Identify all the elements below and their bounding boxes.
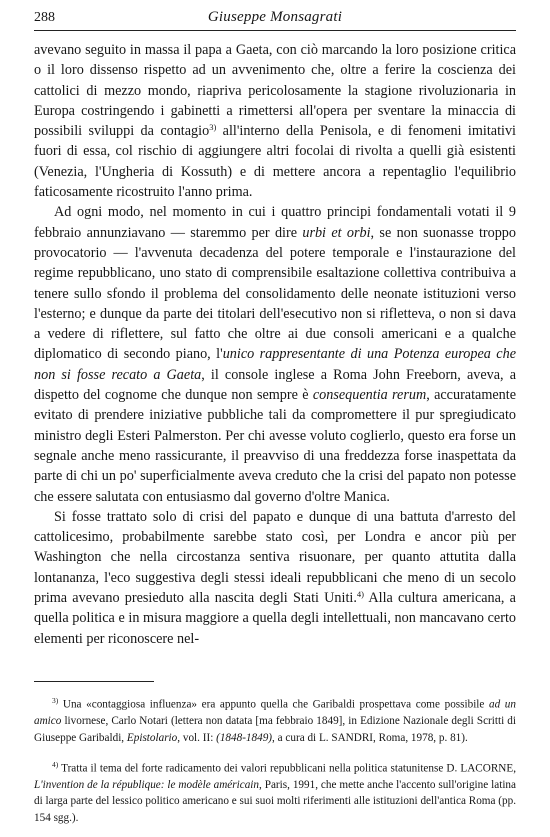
paragraph-1-text-b: all'interno della Penisola, e di fenomeni imitativi fuori di essa, col rischio di aggiungere altri focolai di rivolta a quelli già esistenti (Venezia, l'Ungheria di Kossuth) e di mettere ancora a repentaglio l'equilibrio faticosamente ricostruito l'anno prima. (34, 123, 517, 201)
footnote-text: , vol. II: (177, 731, 217, 744)
footnote-ref-3[interactable]: 3) (209, 122, 217, 133)
running-title: Giuseppe Monsagrati (207, 9, 343, 25)
paragraph-2-text-c: , il console inglese a Roma John Freeborn, aveva, a dispetto del cognome che dunque non sempre è (34, 366, 516, 404)
footnote-italic: ad un amico (34, 698, 516, 728)
paragraph-2-text-a: Ad ogni modo, nel momento in cui i quattro principi fondamentali votati il 9 febbraio annunziavano — staremmo per dire (34, 204, 516, 241)
paragraph-2 (34, 202, 516, 506)
paragraph-3-text-a: Si fosse trattato solo di crisi del papato e dunque di una battuta d'arresto del cattolicesimo, probabilmente sarebbe stato così, per Londra e ancor più per Washington che nella circostanza sentiva risuonare, per quanto attutita dalla lontananza, l'eco suggestiva degli stessi ideali repubblicani che meno di un secolo prima avevano presieduto alla nascita degli Stati Uniti. (34, 508, 516, 607)
footnote-marker: 3) (52, 696, 59, 705)
page-number: 288 (34, 10, 55, 25)
footnote-text: Tratta il tema del forte radicamento dei valori repubblicani nella politica statunitense D. LACORNE, (58, 762, 516, 775)
paragraph-3-text-b: Alla cultura americana, a quella politica e in misura maggiore a quella degli intellettuali, non mancavano certo elementi per riconoscere nel- (34, 590, 516, 647)
footnote-marker: 4) (52, 759, 59, 769)
paragraph-2-text-b: , se non suonasse troppo provocatorio — l'avvenuta decadenza del potere temporale e l'instaurazione del regime repubblicano, uno stato di comprensibile esaltazione collettiva contribuiva a tenere sullo sfondo il problema del consolidamento delle neonate istituzioni verso l'esterno; e dunque da parte dei titolari dell'esecutivo non si rifletteva, o non si dava a vedere di riflettere, sul fatto che oltre ai due consoli americani e a qualche diplomatico di secondo piano, l' (34, 224, 516, 363)
footnote-italic: (1848-1849) (216, 731, 273, 744)
main-text (34, 40, 516, 649)
footnote-3 (34, 693, 516, 747)
footnote-text: , Paris, 1991, che mette anche l'accento sull'origine latina di larga parte del lessico politico americano e sui suoi molti riferimenti alle istituzioni dell'antica Roma (pp. 154 sgg.). (34, 778, 516, 825)
footnote-text: , a cura di L. SANDRI, Roma, 1978, p. 81). (272, 731, 468, 744)
paragraph-1-text-a: avevano seguito in massa il papa a Gaeta, con ciò marcando la loro posizione critica o il loro dissenso rispetto ad un avvenimento che, oltre a ferire la coscienza dei cattolici di mezzo mondo, riapriva pericolosamente la stagione rivoluzionaria in Europa costringendo i gabinetti a rimettersi all'opera per sventare la minaccia di possibili sviluppi da contagio (34, 42, 516, 140)
footnote-italic: L'invention de la république: le modèle américain (34, 778, 259, 791)
footnotes (34, 693, 516, 837)
footnote-italic: Epistolario (126, 731, 178, 744)
latin-phrase-consequentia-rerum: consequentia rerum (312, 387, 427, 404)
footnote-separator (34, 681, 154, 682)
paragraph-2-text-d: , accuratamente evitato di prendere iniziative pubbliche tali da compromettere il pur spregiudicato ministro degli Esteri Palmerston. Per chi avesse voluto coglierlo, questo era forse un segnale anche meno rassicurante, il preavviso di una freddezza forse inaspettata da parte di chi un po' superficialmente aveva creduto che la crisi del papato non potesse che essere salutata con entusiasmo dal governo d'oltre Manica. (34, 387, 517, 505)
footnote-4 (34, 757, 516, 827)
paragraph-3 (34, 507, 516, 649)
page-header (34, 8, 516, 31)
paragraph-1 (34, 40, 516, 202)
footnote-text: Una «contaggiosa influenza» era appunto quella che Garibaldi prospettava come possibile (58, 698, 489, 711)
footnote-text: livornese, Carlo Notari (lettera non datata [ma febbraio 1849], in Edizione Nazionale degli Scritti di Giuseppe Garibaldi, (34, 715, 516, 744)
latin-phrase-urbi-et-orbi: urbi et orbi (302, 224, 371, 241)
footnote-ref-4[interactable]: 4) (356, 589, 364, 600)
italic-phrase-unico-rappresentante: unico rappresentante di una Potenza europea che non si fosse recato a Gaeta (34, 346, 516, 383)
